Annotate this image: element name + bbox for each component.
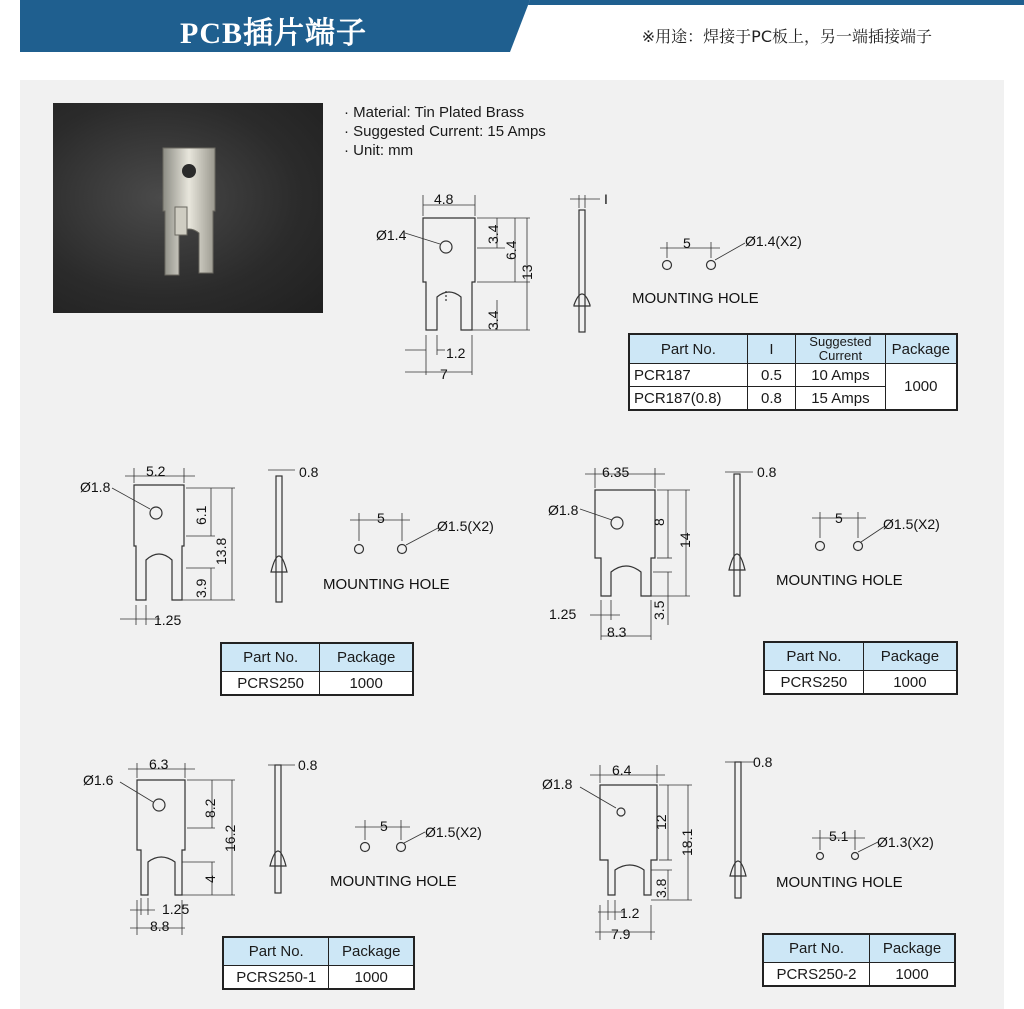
pcrs250-b-dim-hole: Ø1.8 [548,502,579,518]
spec-current: · Suggested Current: 15 Amps [344,123,546,140]
pcrs250-a-front-view [134,485,184,600]
pcrs250-b-front-view [595,490,655,596]
spec-unit: · Unit: mm [344,142,414,159]
pcrs250-2-dim-width: 6.4 [612,762,632,778]
pcrs250-b-table [763,641,958,695]
pcrs250-2-dim-thickness: 0.8 [753,754,773,770]
pcrs250-b-dim-thickness: 0.8 [757,464,777,480]
pcr187-dim-hole: Ø1.4 [376,227,407,243]
col-part-no: Part No. [223,937,329,966]
pcrs250-2-hole-spacing: 5.1 [829,828,849,844]
pcr187-dim-length: 13 [519,264,535,280]
pcrs250-a-mounting-holes [350,513,438,554]
pcrs250-b-dim-d: 8.3 [607,624,627,640]
pcrs250-1-front-view [137,780,185,895]
part-cell: PCRS250 [764,671,863,695]
col-package: Package [870,934,956,963]
package-cell: 1000 [863,671,957,695]
pcrs250-a-mounting-hole-label: MOUNTING HOLE [323,576,450,593]
pcrs250-b-side-view [725,472,753,596]
pcr187-dimension-lines [405,195,530,375]
pcrs250-1-dim-length: 16.2 [222,824,238,852]
pcrs250-2-dim-length: 18.1 [679,828,695,856]
col-part-no: Part No. [764,642,863,671]
pcr187-dim-c: 3.4 [485,310,501,330]
i-cell: 0.5 [747,364,795,387]
part-cell: PCR187(0.8) [629,387,747,411]
pcr187-mounting-holes [660,242,745,270]
pcrs250-1-dim-b: 4 [202,875,218,883]
pcrs250-b-hole-dia: Ø1.5(X2) [883,516,940,532]
spec-material: · Material: Tin Plated Brass [344,104,525,121]
pcr187-spec-table [628,333,958,411]
pcrs250-2-table [762,933,956,987]
col-part-no: Part No. [629,334,747,364]
pcrs250-1-hole-spacing: 5 [380,818,388,834]
usage-note: ※用途：焊接于PC板上，另一端插接端子 [641,27,932,46]
col-part-no: Part No. [221,643,320,672]
pcrs250-a-hole-dia: Ø1.5(X2) [437,518,494,534]
table-row [223,966,414,990]
pcrs250-b-dim-c: 1.25 [549,606,577,622]
col-part-no: Part No. [763,934,870,963]
part-cell: PCR187 [629,364,747,387]
current-cell: 10 Amps [796,364,885,387]
pcrs250-2-dim-a: 12 [653,814,669,830]
pcrs250-1-mounting-holes [355,820,425,852]
part-cell: PCRS250-2 [763,963,870,987]
pcrs250-2-dim-d: 7.9 [611,926,631,942]
package-cell: 1000 [870,963,956,987]
pcr187-dim-e: 7 [440,366,448,382]
pcrs250-b-dim-width: 6.35 [602,464,630,480]
col-package: Package [863,642,957,671]
pcr187-hole-spacing: 5 [683,235,691,251]
table-row [629,364,957,387]
package-cell: 1000 [329,966,414,990]
pcrs250-1-dim-width: 6.3 [149,756,169,772]
page-title: PCB插片端子 [180,17,367,50]
pcrs250-a-side-view [268,470,295,602]
pcrs250-a-dim-c: 1.25 [154,612,182,628]
pcrs250-1-table [222,936,415,990]
pcr187-side-view [570,195,600,332]
pcrs250-2-front-view [600,785,657,895]
pcrs250-a-dim-b: 3.9 [193,578,209,598]
pcrs250-b-dimension-lines [580,468,690,640]
pcrs250-1-mounting-hole-label: MOUNTING HOLE [330,873,457,890]
part-cell: PCRS250 [221,672,320,696]
pcrs250-1-dim-c: 1.25 [162,901,190,917]
package-cell: 1000 [320,672,413,696]
pcrs250-b-dim-length: 14 [677,532,693,548]
table-row [221,672,413,696]
pcrs250-1-dim-a: 8.2 [202,798,218,818]
pcr187-hole-dia: Ø1.4(X2) [745,233,802,249]
col-package: Package [885,334,957,364]
pcr187-dim-d: 1.2 [446,345,466,361]
col-i: I [747,334,795,364]
pcrs250-b-mounting-hole-label: MOUNTING HOLE [776,572,903,589]
col-package: Package [320,643,413,672]
pcrs250-b-hole-spacing: 5 [835,510,843,526]
pcr187-mounting-hole-label: MOUNTING HOLE [632,290,759,307]
pcrs250-b-dim-a: 8 [651,518,667,526]
pcrs250-2-side-view [725,762,755,898]
i-cell: 0.8 [747,387,795,411]
table-row [763,963,955,987]
pcrs250-1-dim-thickness: 0.8 [298,757,318,773]
col-package: Package [329,937,414,966]
current-cell: 15 Amps [796,387,885,411]
pcrs250-a-dim-a: 6.1 [193,505,209,525]
pcrs250-1-side-view [268,765,295,893]
pcrs250-b-mounting-holes [812,512,885,551]
part-cell: PCRS250-1 [223,966,329,990]
pcrs250-a-table [220,642,414,696]
pcrs250-a-dim-length: 13.8 [213,537,229,565]
pcrs250-2-dim-b: 3.8 [653,878,669,898]
pcrs250-2-dim-c: 1.2 [620,905,640,921]
col-current: Suggested Current [796,334,885,364]
pcr187-dim-a: 3.4 [485,224,501,244]
pcrs250-a-hole-spacing: 5 [377,510,385,526]
pcrs250-1-dim-hole: Ø1.6 [83,772,114,788]
pcr187-dim-width: 4.8 [434,191,454,207]
pcrs250-1-hole-dia: Ø1.5(X2) [425,824,482,840]
pcrs250-1-dim-d: 8.8 [150,918,170,934]
pcrs250-a-dim-width: 5.2 [146,463,166,479]
pcrs250-2-hole-dia: Ø1.3(X2) [877,834,934,850]
table-row [764,671,957,695]
pcrs250-2-dim-hole: Ø1.8 [542,776,573,792]
pcrs250-b-dim-b: 3.5 [651,600,667,620]
pcr187-front-view [423,218,475,330]
pcr187-dim-thickness: I [604,191,608,207]
pcr187-dim-b: 6.4 [503,240,519,260]
pcrs250-2-mounting-hole-label: MOUNTING HOLE [776,874,903,891]
package-cell: 1000 [885,364,957,411]
pcrs250-a-dim-hole: Ø1.8 [80,479,111,495]
pcrs250-a-dim-thickness: 0.8 [299,464,319,480]
